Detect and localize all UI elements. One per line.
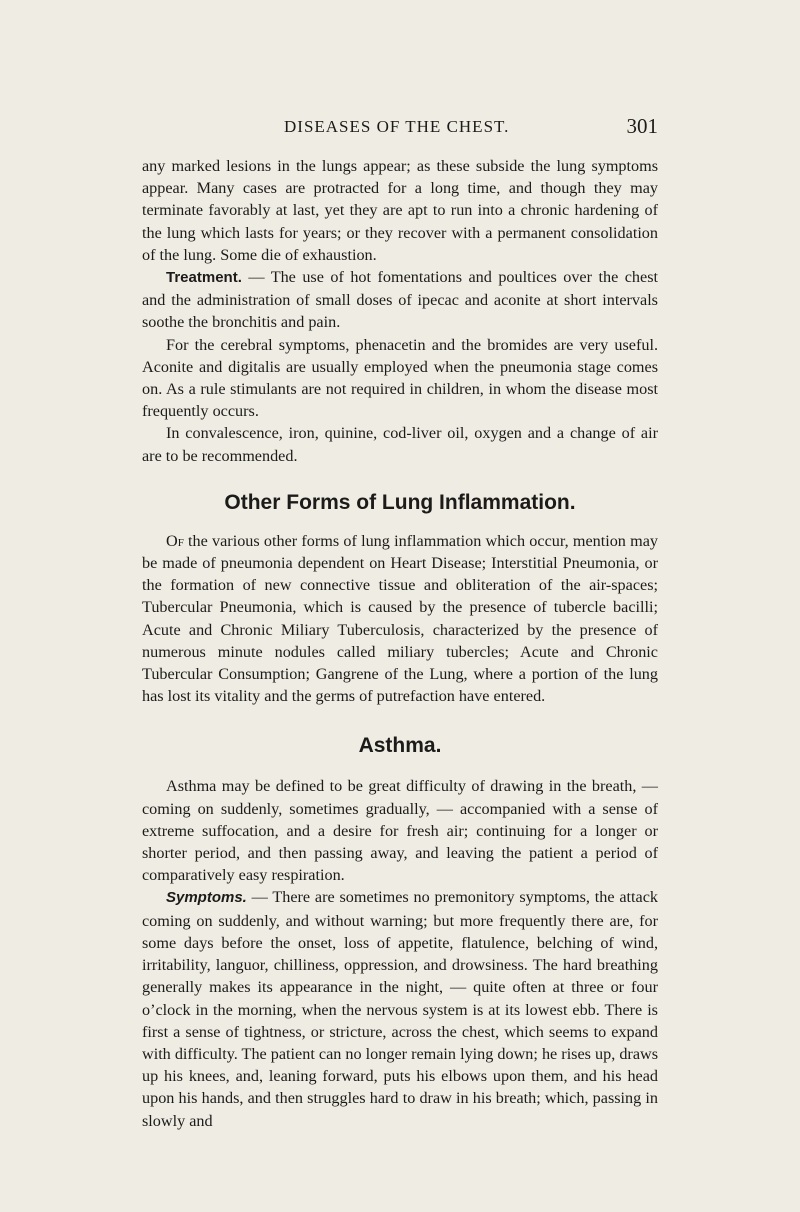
symptoms-label: Symptoms. (166, 889, 247, 907)
other-forms-paragraph (142, 530, 658, 708)
treatment-text: — The use of hot fomentations and poultices over the chest and the administration of small doses of ipecac and aconite at short intervals soothe the bronchitis and pain. (142, 268, 658, 332)
running-header (0, 114, 800, 143)
section-heading-asthma: Asthma. (358, 734, 442, 758)
asthma-definition-paragraph: Asthma may be defined to be great difficulty of drawing in the breath, — coming on suddenly, sometimes gradually, — accompanied with a sense of extreme suffocation, and a desire for fresh air; continuing for a longer or shorter period, and then passing away, and leaving the patient a period of comparatively easy respiration. (142, 777, 658, 885)
symptoms-text: — There are sometimes no premonitory symptoms, the attack coming on suddenly, and without warning; but more frequently there are, for some days before the onset, loss of appetite, flatulence, belching of wind, irritability, languor, chilliness, oppression, and drowsiness. The hard breathing generally makes its appearance in the night, — quite often at three or four o’clock in the morning, when the nervous system is at its lowest ebb. There is first a sense of tightness, or stricture, across the chest, which seems to expand with difficulty. The patient can no longer remain lying down; he rises up, draws up his knees, and, leaning forward, puts his elbows upon them, and his head upon his hands, and then struggles hard to draw in his breath; which, passing in slowly and (142, 888, 658, 1130)
treatment-label: Treatment. (166, 269, 242, 287)
convalescence-paragraph: In convalescence, iron, quinine, cod-liver oil, oxygen and a change of air are to be recommended. (142, 424, 658, 465)
other-forms-text: the various other forms of lung inflammation which occur, mention may be made of pneumonia dependent on Heart Disease; Interstitial Pneumonia, or the formation of new connective tissue and obliteration of the air-spaces; Tubercular Pneumonia, which is caused by the presence of tubercle bacilli; Acute and Chronic Miliary Tuberculosis, characterized by the presence of numerous minute nodules called miliary tubercles; Acute and Chronic Tubercular Consumption; Gangrene of the Lung, where a portion of the lung has lost its vitality and the germs of putrefaction have entered. (142, 531, 658, 706)
running-title: DISEASES OF THE CHEST. (284, 117, 510, 136)
section-heading-other-forms: Other Forms of Lung Inflammation. (224, 490, 576, 514)
lead-word: Of (166, 531, 184, 550)
cerebral-symptoms-paragraph: For the cerebral symptoms, phenacetin and the bromides are very useful. Aconite and digitalis are usually employed when the pneumonia stage comes on. As a rule stimulants are not required in children, in whom the disease most frequently occurs. (142, 335, 658, 421)
treatment-paragraph (142, 266, 658, 334)
symptoms-paragraph (142, 886, 658, 1131)
page-body (142, 155, 658, 1132)
continued-paragraph: any marked lesions in the lungs appear; as these subside the lung symptoms appear. Many cases are protracted for a long time, and though they may terminate favorably at last, yet they are apt to run into a chronic hardening of the lung which lasts for years; or they recover with a permanent consolidation of the lung. Some die of exhaustion. (142, 157, 658, 264)
page-number: 301 (626, 114, 658, 138)
